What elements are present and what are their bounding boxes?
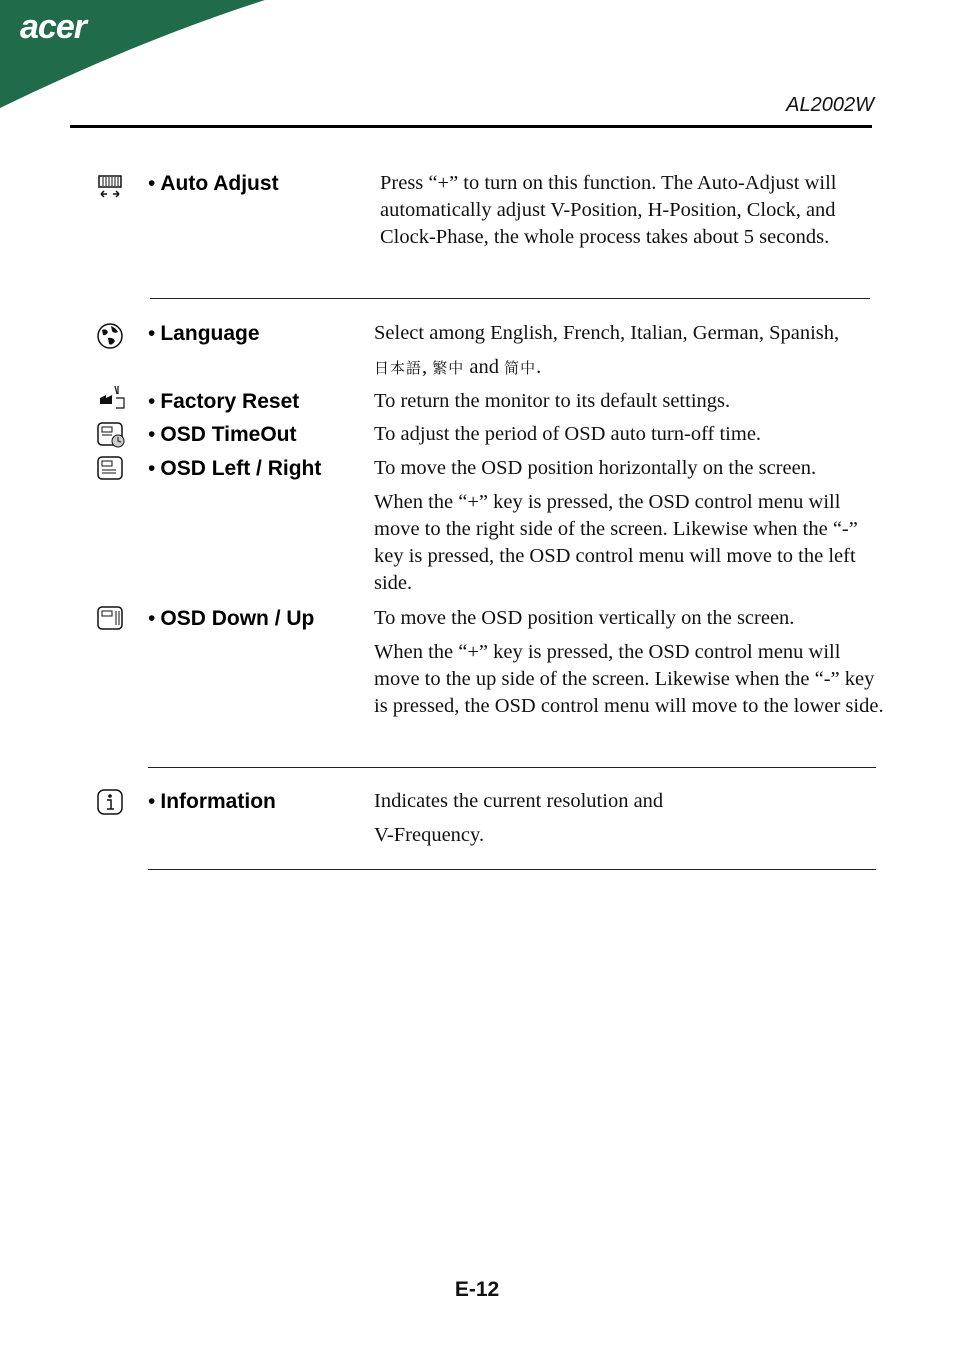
desc-factory-reset: To return the monitor to its default settings. — [374, 390, 731, 412]
osd-down-up-icon — [96, 605, 126, 635]
desc-information: Indicates the current resolution and V-Frequency. — [374, 790, 664, 846]
desc-osd-timeout: To adjust the period of OSD auto turn-off time. — [374, 423, 762, 445]
desc-language: Select among English, French, Italian, German, Spanish, 日本語, 繁中 and 简中. — [374, 322, 840, 378]
label-language: • Language — [148, 322, 260, 345]
label-osd-down-up: • OSD Down / Up — [148, 607, 315, 630]
osd-left-right-icon — [96, 455, 126, 485]
factory-reset-icon — [96, 382, 126, 412]
globe-icon — [96, 322, 126, 352]
auto-adjust-icon — [96, 172, 126, 202]
divider-3 — [148, 869, 876, 870]
page-number: E-12 — [454, 1278, 500, 1301]
brand-name: acer — [20, 8, 86, 46]
divider-2 — [148, 767, 876, 768]
header-rule — [70, 125, 872, 128]
desc-osd-down-up: To move the OSD position vertically on the screen. When the “+” key is pressed, the OSD control menu will move to the up side of the screen. Likewise when the “-” key is pressed, the OSD control menu will move to the lower side. — [374, 607, 884, 717]
desc-osd-left-right: To move the OSD position horizontally on the screen. When the “+” key is pressed, the OSD control menu will move to the right side of the screen. Likewise when the “-” key is pressed, the OSD control menu will move to the left side. — [374, 457, 858, 594]
divider-1 — [150, 298, 870, 299]
acer-logo — [0, 0, 270, 110]
osd-timeout-icon — [96, 421, 126, 451]
label-information: • Information — [148, 790, 276, 813]
desc-auto-adjust: Press “+” to turn on this function. The Auto-Adjust will automatically adjust V-Position, H-Position, Clock, and Clock-Phase, the whole process takes about 5 seconds. — [380, 172, 837, 248]
label-factory-reset: • Factory Reset — [148, 390, 300, 413]
label-auto-adjust: • Auto Adjust — [148, 172, 279, 195]
information-icon — [96, 788, 126, 818]
model-name: AL2002W — [786, 94, 874, 116]
label-osd-left-right: • OSD Left / Right — [148, 457, 322, 480]
label-osd-timeout: • OSD TimeOut — [148, 423, 297, 446]
